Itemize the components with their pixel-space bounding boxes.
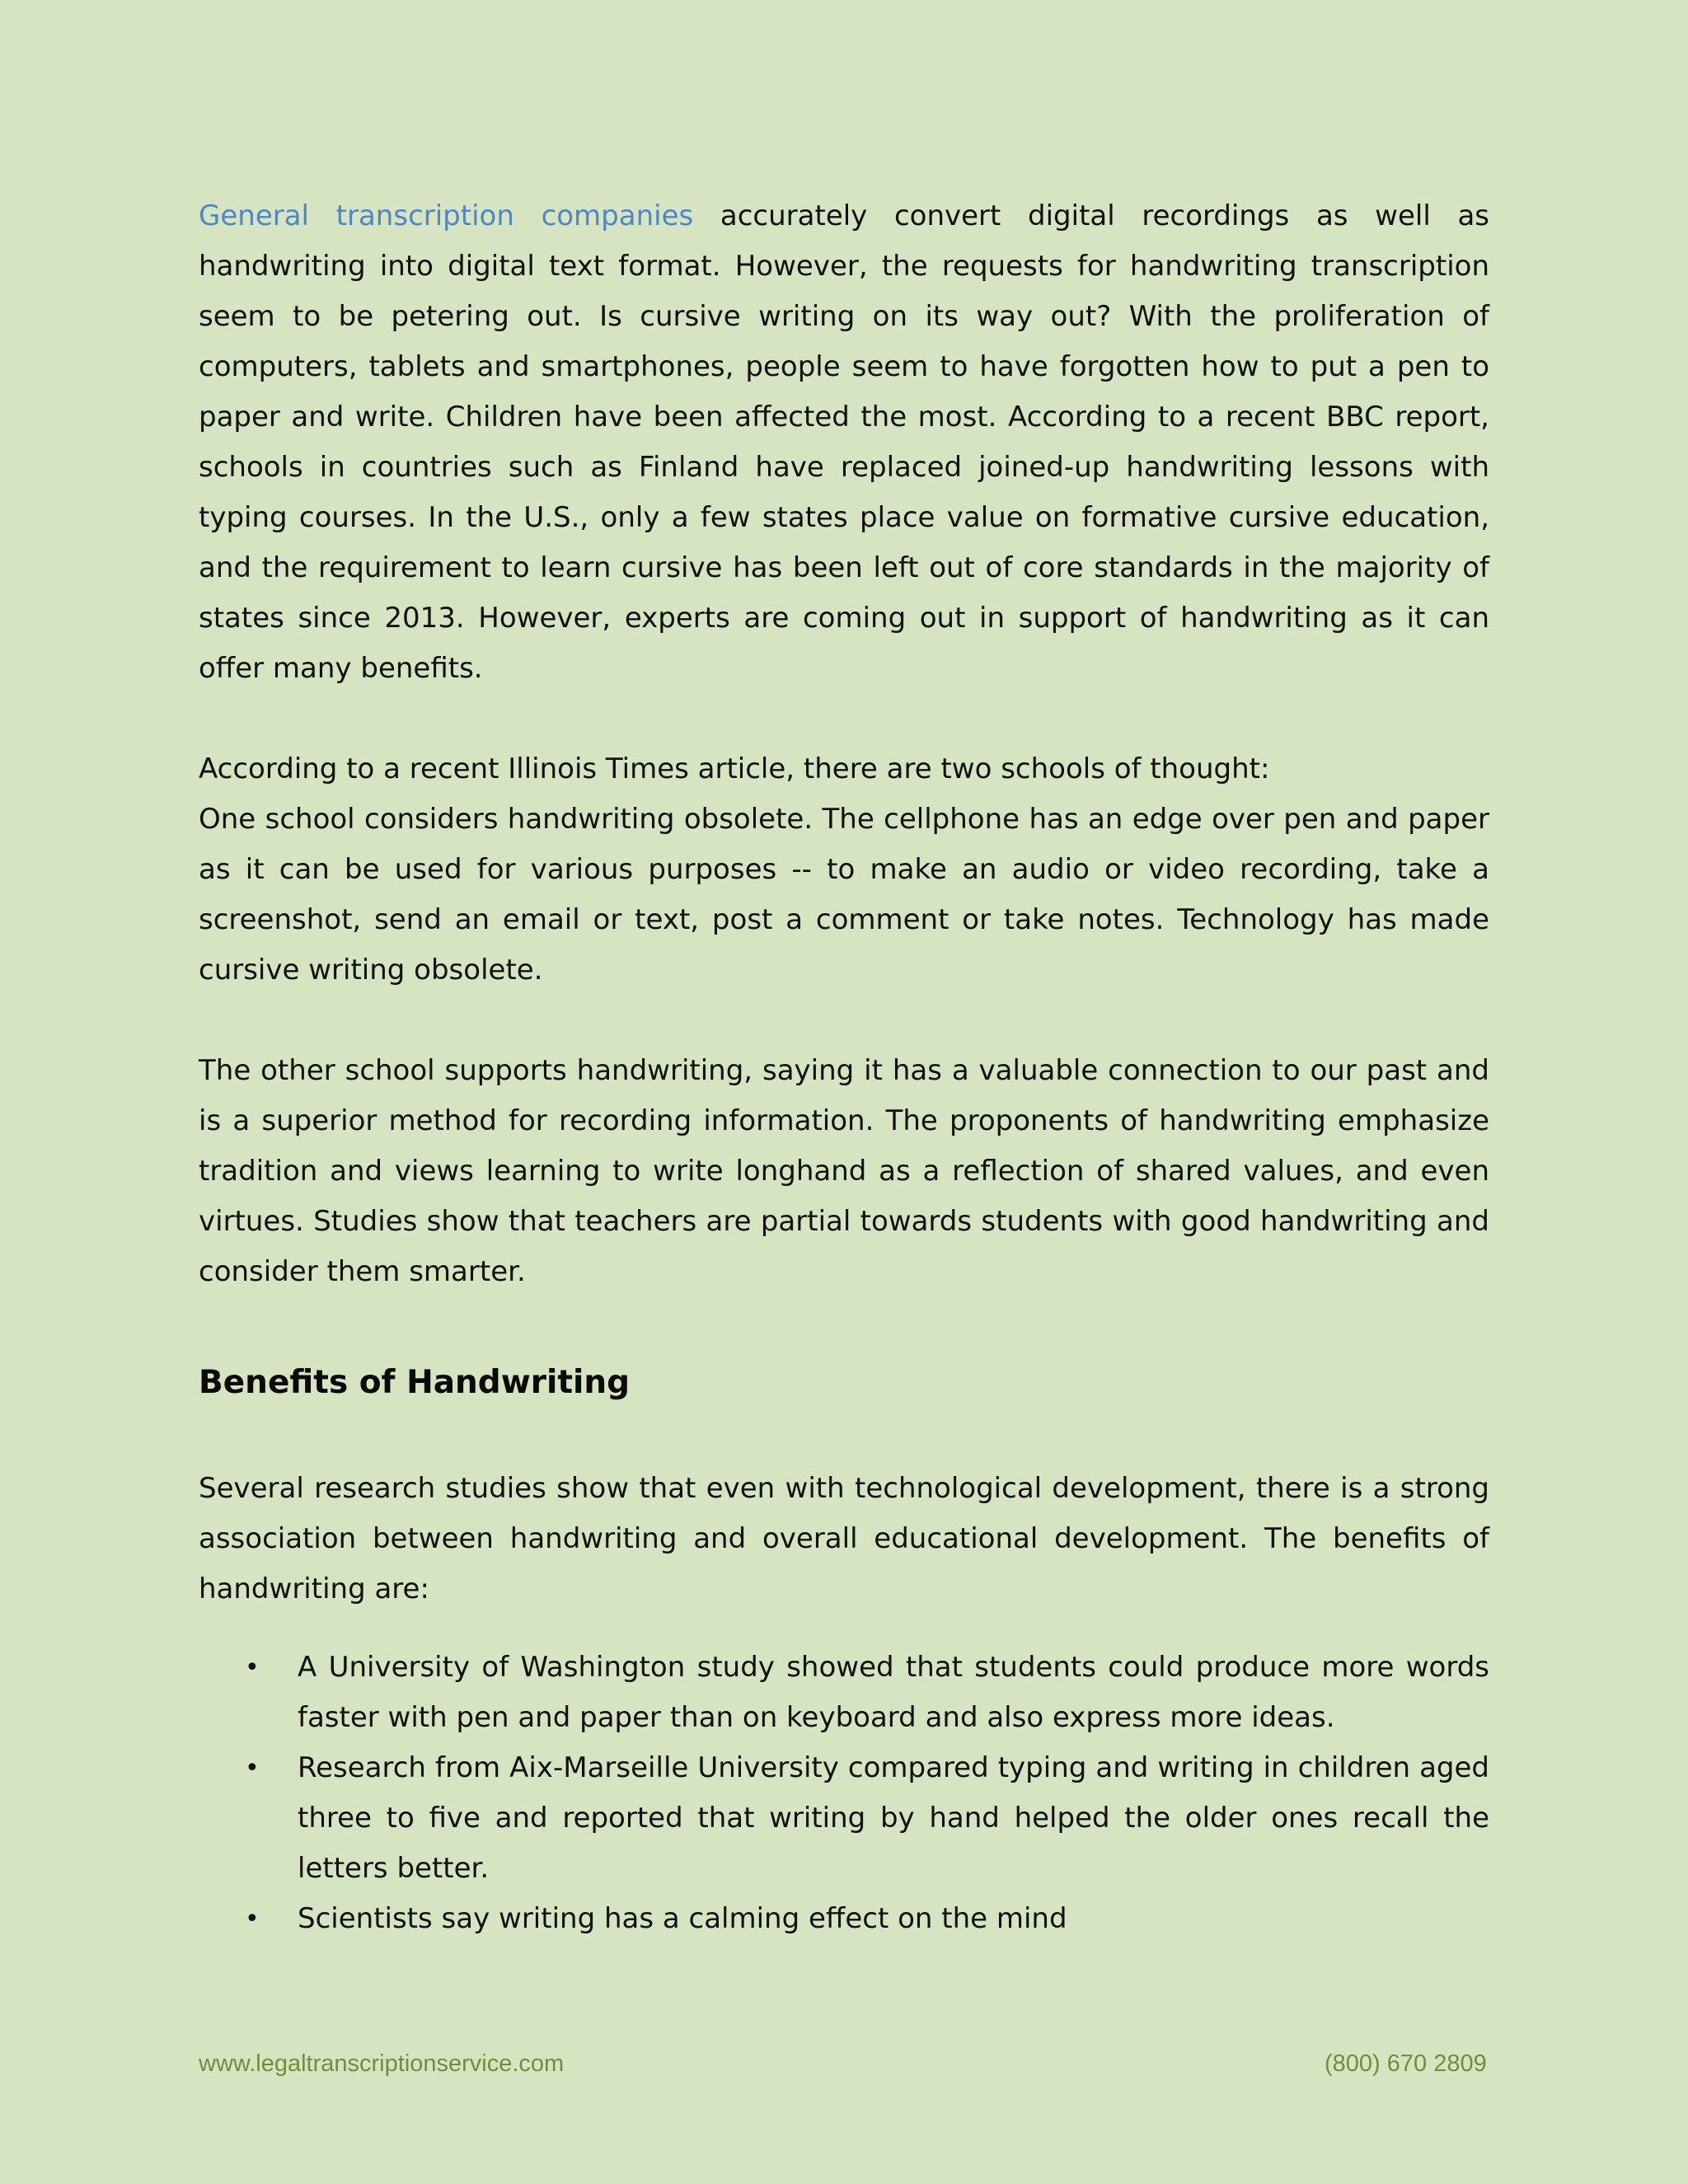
intro-text: accurately convert digital recordings as well as handwriting into digital text format. However, the requests for handwriting transcription seem to be petering out. Is cursive writing on its way out? With the proliferation of computers, tablets and smartphones, people seem to have forgotten how to put a pen to paper and write. Children have been affected the most. According to a recent BBC report, schools in countries such as Finland have replaced joined-up handwriting lessons with typing courses. In the U.S., only a few states place value on formative cursive education, and the requirement to learn cursive has been left out of core standards in the majority of states since 2013. However, experts are coming out in support of handwriting as it can offer many benefits. (199, 199, 1489, 685)
list-item (199, 1743, 1489, 1894)
footer-website: www.legaltranscriptionservice.com (199, 2050, 565, 2077)
list-item (199, 1643, 1489, 1743)
second-school-paragraph: The other school supports handwriting, saying it has a valuable connection to our past and is a superior method for recording information. The proponents of handwriting emphasize tradition and views learning to write longhand as a reflection of shared values, and even virtues. Studies show that teachers are partial towards students with good handwriting and consider them smarter. (199, 1054, 1489, 1288)
list-item (199, 1894, 1489, 1944)
benefits-heading: Benefits of Handwriting (199, 1364, 631, 1401)
schools-lead-paragraph: According to a recent Illinois Times article, there are two schools of thought: (199, 752, 1270, 785)
bullet-icon: • (245, 1905, 260, 1933)
intro-paragraph (199, 191, 1489, 694)
benefits-intro-paragraph: Several research studies show that even with technological development, there is a strong association between handwriting and overall educational development. The benefits of handwriting are: (199, 1472, 1489, 1605)
bullet-icon: • (245, 1653, 260, 1682)
document-body (199, 191, 1489, 1944)
list-item-text: Scientists say writing has a calming effect on the mind (298, 1902, 1067, 1935)
benefits-list (199, 1643, 1489, 1944)
footer-phone: (800) 670 2809 (1325, 2050, 1487, 2077)
general-transcription-link[interactable]: General transcription companies (199, 199, 694, 232)
list-item-text: A University of Washington study showed that students could produce more words faster with pen and paper than on keyboard and also express more ideas. (298, 1651, 1489, 1734)
bullet-icon: • (245, 1754, 260, 1783)
first-school-paragraph: One school considers handwriting obsolete. The cellphone has an edge over pen and paper as it can be used for various purposes -- to make an audio or video recording, take a screenshot, send an email or text, post a comment or take notes. Technology has made cursive writing obsolete. (199, 803, 1489, 987)
list-item-text: Research from Aix-Marseille University compared typing and writing in children aged three to five and reported that writing by hand helped the older ones recall the letters better. (298, 1751, 1489, 1885)
